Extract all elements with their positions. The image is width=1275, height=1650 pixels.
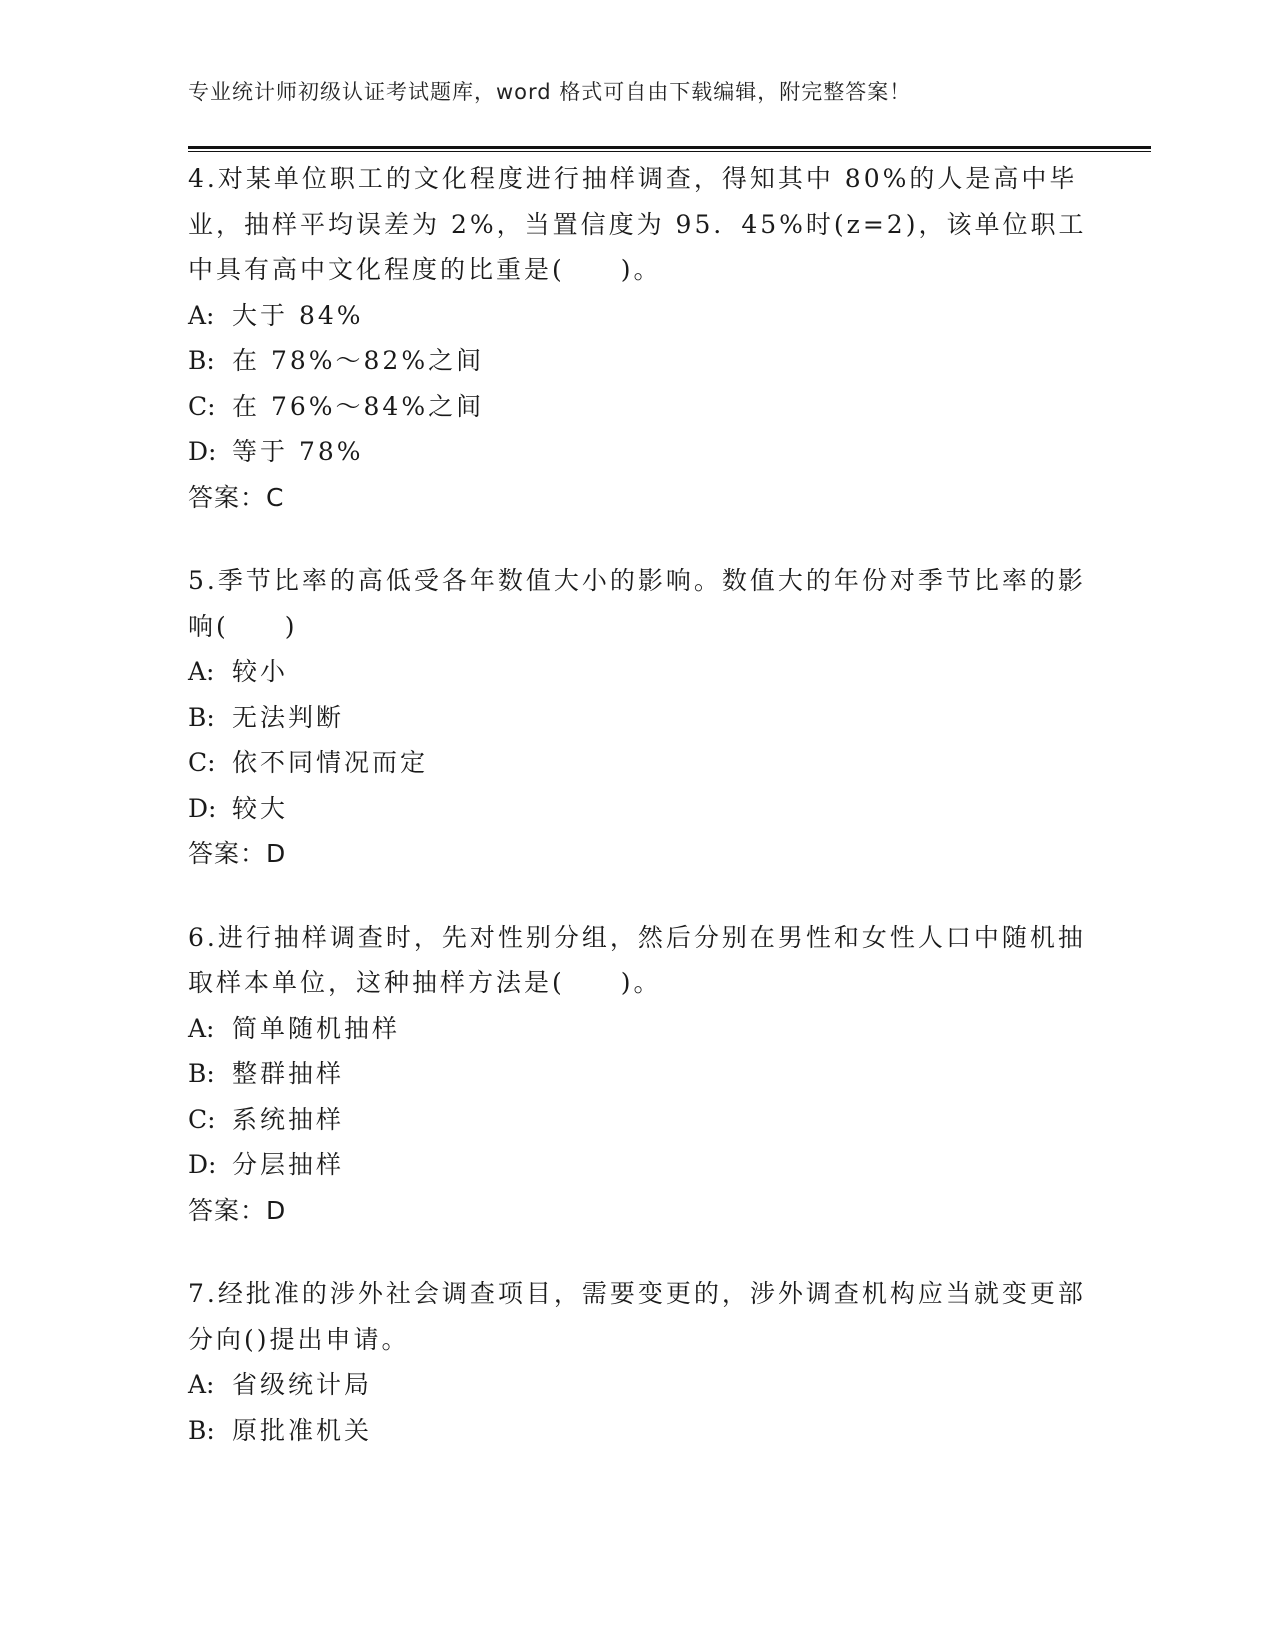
question-stem: 6.进行抽样调查时，先对性别分组，然后分别在男性和女性人口中随机抽取样本单位，这种抽样方法是( )。 <box>188 922 1086 997</box>
option-text: 原批准机关 <box>232 1415 373 1445</box>
option-key: A: <box>188 1370 215 1399</box>
option-text: 等于 78% <box>232 437 364 466</box>
option-b <box>188 1408 1088 1454</box>
option-a <box>188 293 1088 339</box>
question-stem: 5.季节比率的高低受各年数值大小的影响。数值大的年份对季节比率的影响( ) <box>188 566 1086 641</box>
option-text: 大于 84% <box>232 300 364 330</box>
option-text: 分层抽样 <box>232 1150 345 1179</box>
option-text: 依不同情况而定 <box>232 748 429 777</box>
question-5 <box>188 558 1088 877</box>
option-text: 整群抽样 <box>232 1059 345 1088</box>
option-a <box>188 649 1088 695</box>
option-key: D: <box>188 793 217 823</box>
option-key: B: <box>188 702 215 732</box>
option-key: C: <box>188 748 216 777</box>
option-text: 省级统计局 <box>232 1370 373 1399</box>
option-b <box>188 1051 1088 1097</box>
question-list <box>188 156 1088 1491</box>
option-text: 简单随机抽样 <box>232 1013 401 1043</box>
option-key: A: <box>188 657 215 686</box>
question-6 <box>188 915 1088 1234</box>
option-key: C: <box>188 391 216 421</box>
question-4 <box>188 156 1088 520</box>
option-text: 无法判断 <box>232 702 345 732</box>
option-text: 在 76%～84%之间 <box>232 391 485 421</box>
question-stem: 4.对某单位职工的文化程度进行抽样调查，得知其中 80%的人是高中毕业，抽样平均误差为 2%，当置信度为 95．45%时(z=2)，该单位职工中具有高中文化程度的比重是( )。 <box>188 164 1087 284</box>
option-key: B: <box>188 1415 215 1445</box>
page-header: 专业统计师初级认证考试题库，word 格式可自由下载编辑，附完整答案！ <box>188 80 912 104</box>
option-text: 较小 <box>232 657 289 686</box>
option-d <box>188 1142 1088 1188</box>
option-d <box>188 429 1088 475</box>
option-c <box>188 740 1088 786</box>
option-c <box>188 384 1088 430</box>
option-key: A: <box>188 300 215 330</box>
header-rule-thin <box>188 151 1151 152</box>
option-b <box>188 695 1088 741</box>
question-7 <box>188 1271 1088 1453</box>
option-a <box>188 1006 1088 1052</box>
answer-line: 答案：C <box>188 482 285 512</box>
option-key: B: <box>188 1059 215 1088</box>
question-stem: 7.经批准的涉外社会调查项目，需要变更的，涉外调查机构应当就变更部分向()提出申请。 <box>188 1279 1086 1354</box>
option-b <box>188 338 1088 384</box>
header-rule-thick <box>188 146 1151 149</box>
answer-line: 答案：D <box>188 1195 287 1225</box>
option-a <box>188 1362 1088 1408</box>
option-text: 系统抽样 <box>232 1104 345 1134</box>
option-key: A: <box>188 1013 215 1043</box>
option-c <box>188 1097 1088 1143</box>
answer-line: 答案：D <box>188 839 287 868</box>
option-key: D: <box>188 437 217 466</box>
option-key: B: <box>188 346 215 375</box>
option-key: D: <box>188 1150 217 1179</box>
option-key: C: <box>188 1104 216 1134</box>
option-text: 较大 <box>232 793 289 823</box>
option-d <box>188 786 1088 832</box>
option-text: 在 78%～82%之间 <box>232 346 485 375</box>
